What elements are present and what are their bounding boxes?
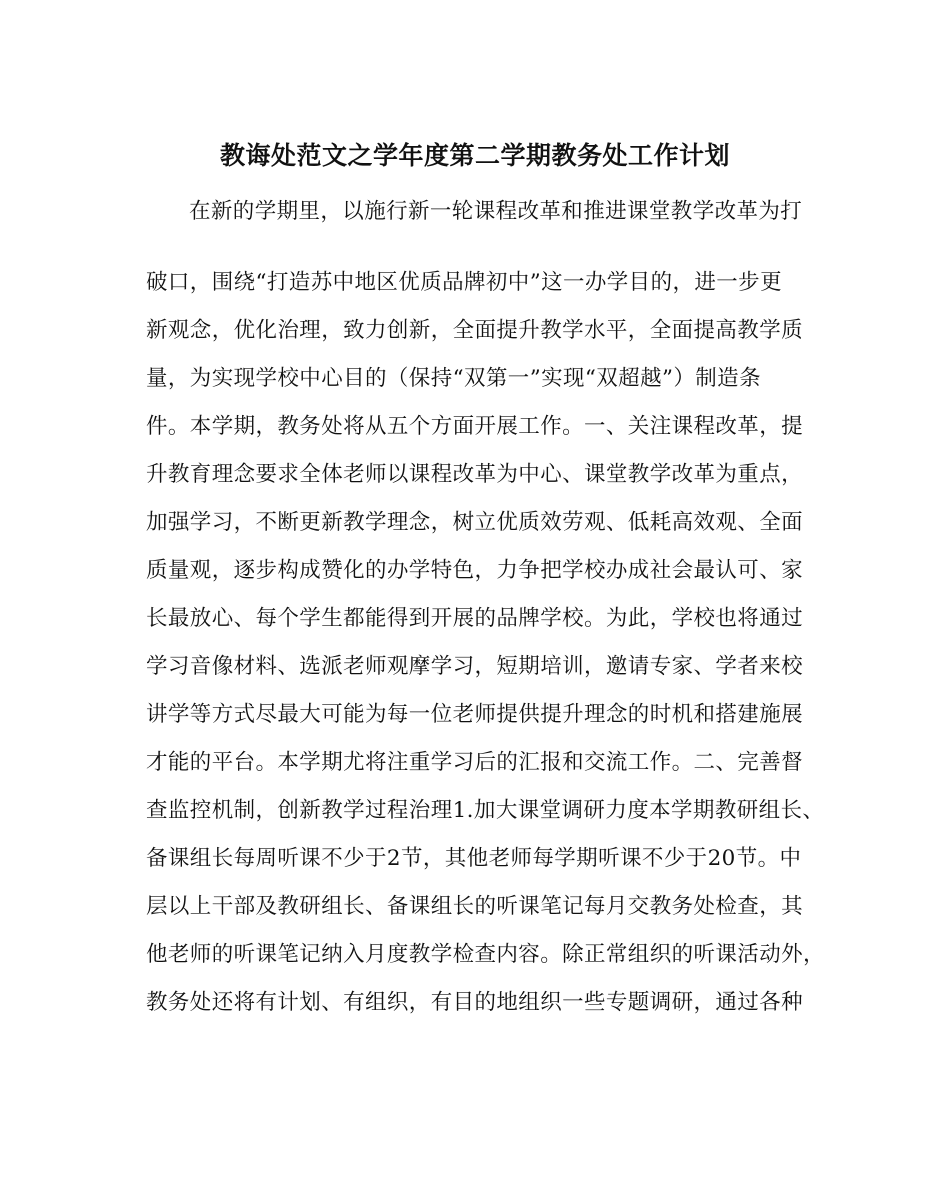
body-line: 学习音像材料、选派老师观摩学习，短期培训，邀请专家、学者来校	[146, 654, 804, 679]
body-line: 他老师的听课笔记纳入月度教学检查内容。除正常组织的听课活动外，	[146, 942, 825, 967]
body-line: 备课组长每周听课不少于2节，其他老师每学期听课不少于20节。中	[146, 846, 802, 871]
body-line: 质量观，逐步构成赞化的办学特色，力争把学校办成社会最认可、家	[146, 558, 804, 583]
body-line: 升教育理念要求全体老师以课程改革为中心、课堂教学改革为重点，	[146, 462, 804, 487]
body-line: 教务处还将有计划、有组织，有目的地组织一些专题调研，通过各种	[146, 990, 804, 1015]
body-line: 层以上干部及教研组长、备课组长的听课笔记每月交教务处检查，其	[146, 894, 804, 919]
document-title: 教诲处范文之学年度第二学期教务处工作计划	[219, 141, 730, 170]
body-line: 件。本学期，教务处将从五个方面开展工作。一、关注课程改革，提	[146, 414, 804, 439]
body-line: 破口，围绕“打造苏中地区优质品牌初中”这一办学目的，进一步更	[146, 270, 782, 295]
body-line: 讲学等方式尽最大可能为每一位老师提供提升理念的时机和搭建施展	[146, 702, 804, 727]
body-line: 新观念，优化治理，致力创新，全面提升教学水平，全面提高教学质	[146, 318, 804, 343]
body-line: 查监控机制，创新教学过程治理1.加大课堂调研力度本学期教研组长、	[146, 798, 825, 823]
body-line: 加强学习，不断更新教学理念，树立优质效劳观、低耗高效观、全面	[146, 510, 804, 535]
body-line: 在新的学期里，以施行新一轮课程改革和推进课堂教学改革为打	[189, 199, 803, 224]
body-line: 才能的平台。本学期尤将注重学习后的汇报和交流工作。二、完善督	[146, 750, 804, 775]
body-line: 长最放心、每个学生都能得到开展的品牌学校。为此，学校也将通过	[146, 606, 804, 631]
body-line: 量，为实现学校中心目的（保持“双第一”实现“双超越”）制造条	[146, 366, 761, 391]
